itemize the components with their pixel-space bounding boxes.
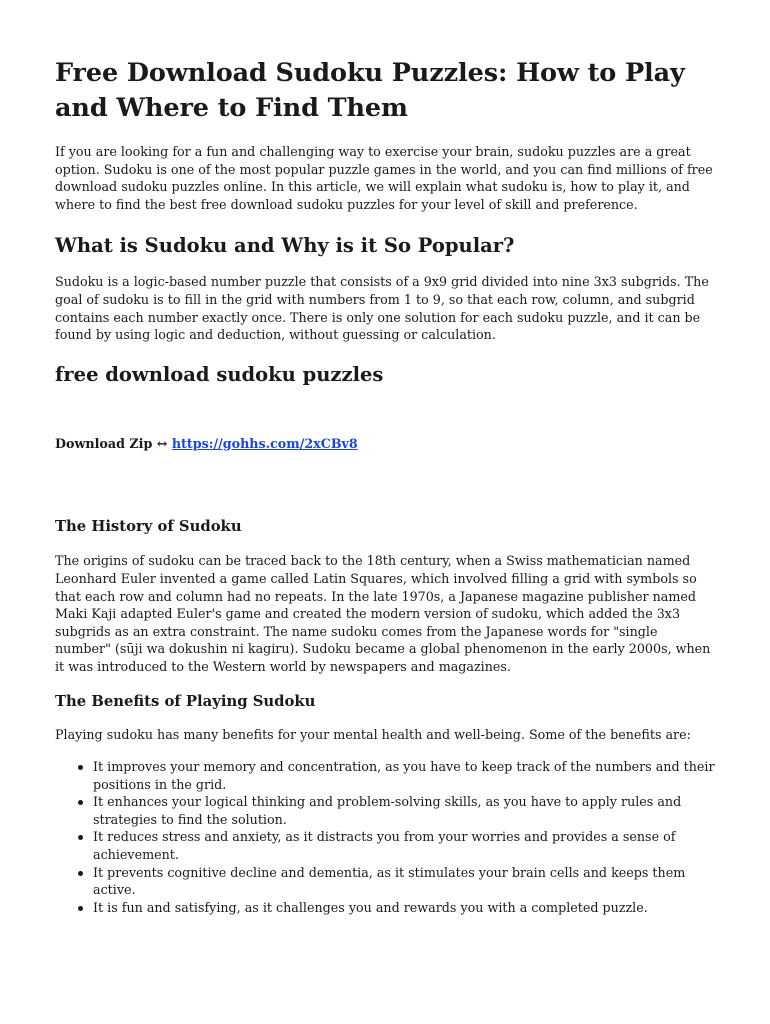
intro-paragraph: If you are looking for a fun and challenging way to exercise your brain, sudoku puzzles are a great option. Sudoku is one of the most popular puzzle games in the world, and you can find millions of free download sudoku puzzles online. In this article, we will explain what sudoku is, how to play it, and where to find the best free download sudoku puzzles for your level of skill and preference. (55, 144, 713, 212)
list-item-text: It is fun and satisfying, as it challenges you and rewards you with a completed puzzle. (93, 899, 648, 915)
list-item (93, 758, 715, 793)
what-is-sudoku-paragraph: Sudoku is a logic-based number puzzle that consists of a 9x9 grid divided into nine 3x3 subgrids. The goal of sudoku is to fill in the grid with numbers from 1 to 9, so that each row, column, and subgrid contains each number exactly once. There is only one solution for each sudoku puzzle, and it can be found by using logic and deduction, without guessing or calculation. (55, 274, 709, 343)
download-line (55, 435, 715, 453)
keyword-heading: free download sudoku puzzles (55, 362, 384, 386)
list-item (93, 828, 715, 863)
list-item-text: It reduces stress and anxiety, as it distracts you from your worries and provides a sense of achievement. (93, 829, 676, 863)
history-paragraph: The origins of sudoku can be traced back to the 18th century, when a Swiss mathematician named Leonhard Euler invented a game called Latin Squares, which involved filling a grid with symbols so that each row and column had no repeats. In the late 1970s, a Japanese magazine publisher named Maki Kaji adapted Euler's game and created the modern version of sudoku, which added the 3x3 subgrids as an extra constraint. The name sudoku comes from the Japanese words for "single number" (sūji wa dokushin ni kagiru). Sudoku became a global phenomenon in the early 2000s, when it was introduced to the Western world by newspapers and magazines. (55, 553, 711, 674)
benefits-intro-paragraph: Playing sudoku has many benefits for your mental health and well-being. Some of the benefits are: (55, 726, 691, 742)
page-title: Free Download Sudoku Puzzles: How to Play and Where to Find Them (55, 58, 685, 123)
benefits-list (55, 758, 715, 916)
list-item-text: It enhances your logical thinking and problem-solving skills, as you have to apply rules and strategies to find the solution. (93, 794, 682, 827)
section-heading-history: The History of Sudoku (55, 518, 242, 536)
list-item (93, 899, 715, 917)
section-heading-benefits: The Benefits of Playing Sudoku (55, 692, 316, 710)
bullet-icon (78, 765, 83, 770)
bullet-icon (78, 835, 83, 840)
download-label: Download Zip ↔ (55, 435, 172, 451)
download-link[interactable]: https://gohhs.com/2xCBv8 (171, 435, 358, 451)
bullet-icon (78, 800, 83, 805)
list-item (93, 793, 715, 828)
section-heading-what-is-sudoku: What is Sudoku and Why is it So Popular? (55, 234, 515, 258)
list-item-text: It improves your memory and concentration, as you have to keep track of the numbers and their positions in the grid. (93, 759, 715, 792)
bullet-icon (78, 871, 83, 876)
list-item-text: It prevents cognitive decline and dementia, as it stimulates your brain cells and keeps them active. (93, 864, 686, 898)
list-item (93, 864, 715, 899)
bullet-icon (78, 906, 83, 911)
